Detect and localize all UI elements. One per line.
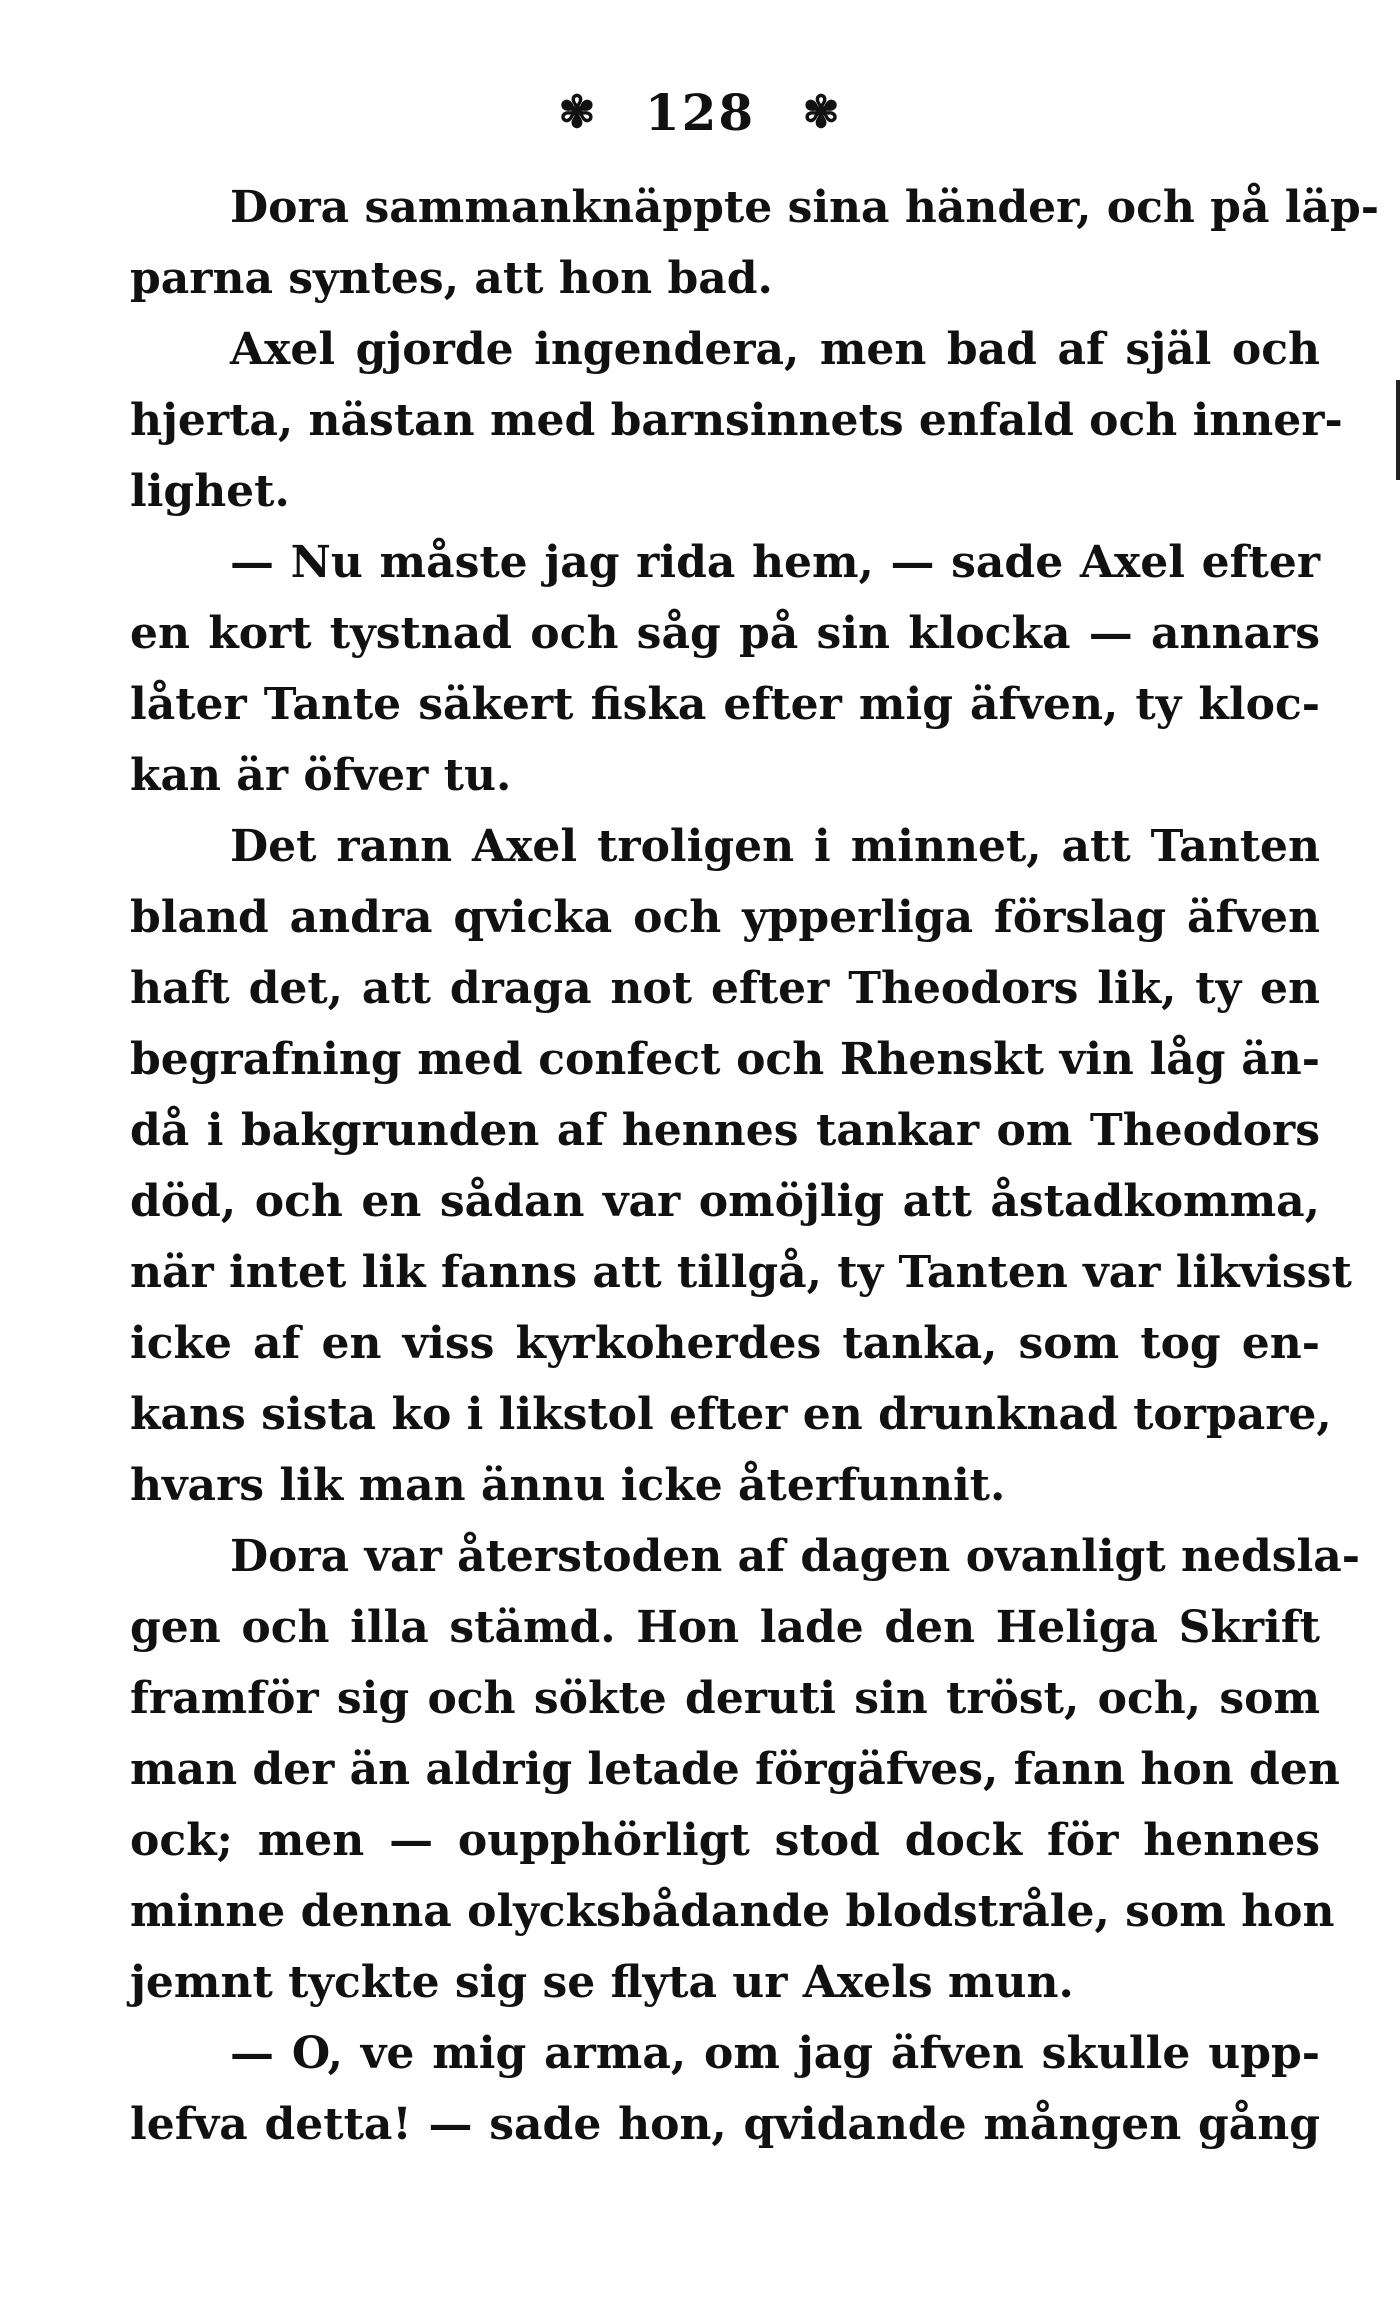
- text-line: — Nu måste jag rida hem, — sade Axel efter: [230, 537, 1320, 588]
- body-text: [130, 172, 1380, 2160]
- text-line: då i bakgrunden af hennes tankar om Theodors: [130, 1105, 1320, 1156]
- text-line: hjerta, nästan med barnsinnets enfald och inner-: [130, 395, 1343, 446]
- text-line: när intet lik fanns att tillgå, ty Tanten var likvisst: [130, 1247, 1352, 1298]
- text-line: framför sig och sökte deruti sin tröst, och, som: [130, 1673, 1320, 1724]
- ornament-left-icon: ✾: [558, 86, 598, 138]
- text-line: bland andra qvicka och ypperliga förslag äfven: [130, 892, 1320, 943]
- text-line: Det rann Axel troligen i minnet, att Tanten: [230, 821, 1320, 872]
- page-header: [0, 78, 1400, 142]
- text-line: jemnt tyckte sig se flyta ur Axels mun.: [130, 1957, 1074, 2008]
- text-line: Dora var återstoden af dagen ovanligt nedsla-: [230, 1531, 1360, 1582]
- text-line: kan är öfver tu.: [130, 750, 512, 801]
- page-number: 128: [644, 82, 756, 142]
- text-line: Dora sammanknäppte sina händer, och på läp-: [230, 182, 1380, 233]
- text-line: ock; men — oupphörligt stod dock för hennes: [130, 1815, 1320, 1866]
- text-line: lefva detta! — sade hon, qvidande mången gång: [130, 2099, 1320, 2150]
- text-line: man der än aldrig letade förgäfves, fann hon den: [130, 1744, 1340, 1795]
- text-line: hvars lik man ännu icke återfunnit.: [130, 1460, 1006, 1511]
- text-line: haft det, att draga not efter Theodors lik, ty en: [130, 963, 1320, 1014]
- text-line: låter Tante säkert fiska efter mig äfven, ty kloc-: [130, 679, 1320, 730]
- text-line: Axel gjorde ingendera, men bad af själ och: [230, 324, 1320, 375]
- text-line: icke af en viss kyrkoherdes tanka, som tog en-: [130, 1318, 1320, 1369]
- text-line: gen och illa stämd. Hon lade den Heliga Skrift: [130, 1602, 1320, 1653]
- ornament-right-icon: ✾: [802, 86, 842, 138]
- text-line: minne denna olycksbådande blodstråle, som hon: [130, 1886, 1335, 1937]
- text-line: begrafning med confect och Rhenskt vin låg än-: [130, 1034, 1320, 1085]
- page-edge-mark: [1396, 380, 1400, 480]
- text-line: — O, ve mig arma, om jag äfven skulle upp-: [230, 2028, 1320, 2079]
- text-line: kans sista ko i likstol efter en drunknad torpare,: [130, 1389, 1332, 1440]
- text-line: lighet.: [130, 466, 290, 517]
- text-line: en kort tystnad och såg på sin klocka — annars: [130, 608, 1320, 659]
- text-line: parna syntes, att hon bad.: [130, 253, 773, 304]
- text-line: död, och en sådan var omöjlig att åstadkomma,: [130, 1176, 1320, 1227]
